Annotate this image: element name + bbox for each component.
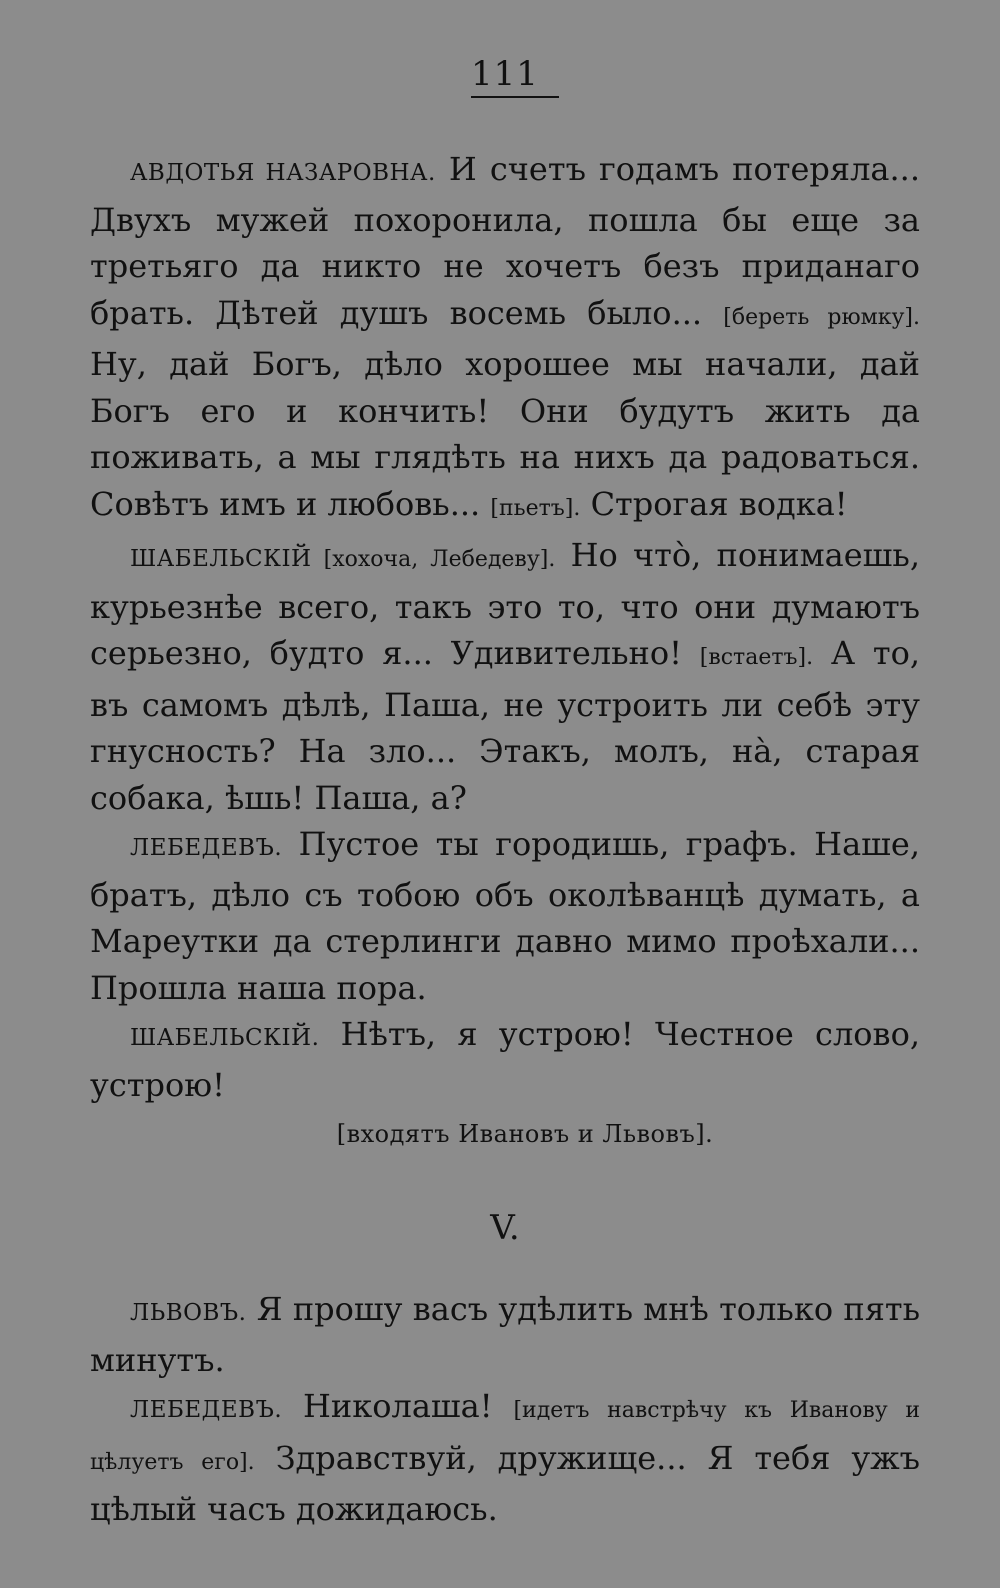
scene-number: V.: [490, 1208, 520, 1248]
speech-text: Но что̀, понимаешь, курьезнѣе всего, такъ это то, что они думаютъ серьезно, будто я... Удивительно!: [90, 536, 920, 672]
stage-note: [встаетъ].: [699, 645, 814, 670]
speaker-name: ЛЬВОВЪ.: [130, 1300, 247, 1326]
speaker-name: ЛЕБЕДЕВЪ.: [130, 1397, 283, 1423]
speaker-name: ШАБЕЛЬСКІЙ.: [130, 1025, 320, 1051]
page-number: 111: [471, 54, 539, 94]
speech-text: Здравствуй, дружище... Я тебя ужъ цѣлый часъ дожидаюсь.: [90, 1438, 920, 1528]
speech-text: И счетъ годамъ потеряла... Двухъ мужей похоронила, пошла бы еще за третьяго да никто не хочетъ безъ приданаго брать. Дѣтей душъ восемь было...: [90, 150, 920, 332]
speaker-name: АВДОТЬЯ НАЗАРОВНА.: [130, 160, 436, 186]
speech-text: А то, въ самомъ дѣлѣ, Паша, не устроить ли себѣ эту гнусность? На зло... Этакъ, молъ, на̀, старая собака, ѣшь! Паша, а?: [90, 634, 920, 817]
book-page: [90, 52, 920, 1533]
page-number-rule: [471, 96, 559, 98]
speech-text: Ну, дай Богъ, дѣло хорошее мы начали, дай Богъ его и кончить! Они будутъ жить да поживать, а мы глядѣть на нихъ да радоваться. Совѣтъ имъ и любовь...: [90, 345, 920, 523]
stage-note: [береть рюмку].: [723, 304, 921, 330]
speech-text: Я прошу васъ удѣлить мнѣ только пять минутъ.: [90, 1290, 920, 1379]
stage-direction: [входятъ Ивановъ и Львовъ].: [336, 1120, 714, 1148]
speech-text: Николаша!: [282, 1387, 514, 1425]
dialogue-paragraph: [90, 532, 920, 821]
dialogue-before: [90, 146, 920, 1108]
speech-text: Нѣтъ, я устрою! Честное слово, устрою!: [90, 1015, 920, 1104]
speaker-name: ШАБЕЛЬСКІЙ: [130, 546, 312, 572]
stage-note: [хохоча, Лебедеву].: [311, 547, 556, 572]
dialogue-paragraph: [90, 1011, 920, 1108]
dialogue-paragraph: [90, 146, 920, 532]
dialogue-paragraph: [90, 1286, 920, 1383]
dialogue-after: [90, 1286, 920, 1533]
page-text: [90, 146, 920, 1533]
speaker-name: ЛЕБЕДЕВЪ.: [130, 835, 283, 861]
stage-note: [пьетъ].: [490, 495, 581, 521]
speech-text: Пустое ты городишь, графъ. Наше, братъ, дѣло съ тобою объ околѣванцѣ думать, а Мареутки да стерлинги давно мимо проѣхали... Прошла наша пора.: [90, 825, 920, 1007]
stage-note: [идетъ навстрѣчу къ Иванову и цѣлуетъ его].: [90, 1398, 920, 1475]
dialogue-paragraph: [90, 821, 920, 1011]
speech-text: Строгая водка!: [580, 484, 848, 523]
dialogue-paragraph: [90, 1383, 920, 1533]
